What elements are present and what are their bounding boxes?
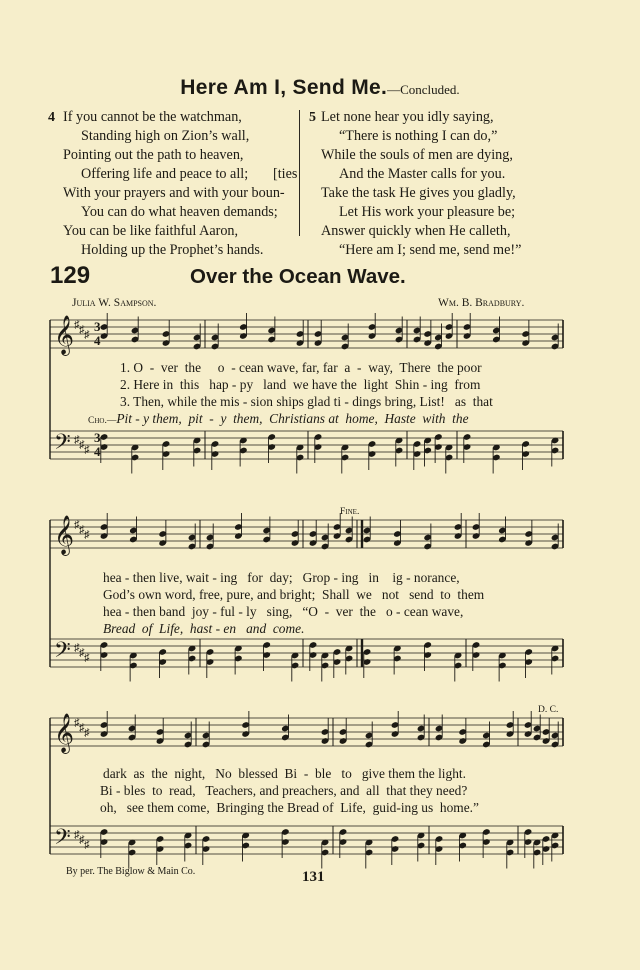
time-signature-bottom: 4 [94,444,101,459]
sharp-sign: ♯ [74,829,80,841]
sharp-sign: ♯ [79,439,85,451]
sharp-sign: ♯ [84,839,90,851]
dc-marking: D. C. [538,705,559,715]
author-credit: Julia W. Sampson. [72,297,157,309]
chorus-text-1: Pit - y them, pit - y them, Christians at home, Haste with the [116,411,469,426]
stanza-4-line: You can be like faithful Aaron, [63,223,239,239]
stanza-5-number: 5 [309,110,316,125]
sharp-sign: ♯ [74,642,80,654]
fine-marking: Fine. [340,507,360,517]
system3-verse3: oh, see them come, Bringing the Bread of Life, guid-ing us home.” [100,800,479,815]
stanza-5-line: And the Master calls for you. [339,166,506,182]
stanza-4-number: 4 [48,110,55,125]
hymn-number: 129 [50,262,91,289]
system1-verse3: 3. Then, while the mis - sion ships glad ti - dings bring, List! as that [120,394,493,409]
page-number: 131 [302,869,325,885]
sharp-sign: ♯ [79,524,85,536]
treble-clef: 𝄞 [54,315,75,355]
bass-clef: 𝄢 [54,638,71,668]
sharp-sign: ♯ [74,434,80,446]
chorus-line-2: Bread of Life, hast - en and come. [103,621,305,636]
chorus-label: Cho.— [88,416,117,426]
stanza-5-line: “There is nothing I can do,” [339,128,498,144]
stanza-4-line: Pointing out the path to heaven, [63,147,244,163]
stanza-4-line: If you cannot be the watchman, [63,109,242,125]
treble-clef: 𝄞 [54,515,75,555]
stanza-4-line: Offering life and peace to all; [81,166,249,182]
sharp-sign: ♯ [74,717,80,729]
sharp-sign: ♯ [84,529,90,541]
stanza-4-line: You can do what heaven demands; [81,204,278,220]
system3-verse1: dark as the night, No blessed Bi - ble to give them the light. [103,766,466,781]
sharp-sign: ♯ [84,444,90,456]
chorus-line-1 [88,409,469,431]
sharp-sign: ♯ [74,519,80,531]
stanza-5-line: While the souls of men are dying, [321,147,513,163]
time-signature-top: 3 [94,319,101,334]
sharp-sign: ♯ [79,647,85,659]
stanza-5-line: Let none hear you idly saying, [321,109,494,125]
stanza-4-line: Standing high on Zion’s wall, [81,128,250,144]
system1-verse2: 2. Here in this hap - py land we have the light Shin - ing from [120,377,481,392]
bass-clef: 𝄢 [54,430,71,460]
sharp-sign: ♯ [79,324,85,336]
stanza-5-line: Take the task He gives you gladly, [321,185,516,201]
sharp-sign: ♯ [84,329,90,341]
treble-clef: 𝄞 [54,713,75,753]
system1-verse1: 1. O - ver the o - cean wave, far, far a - way, There the poor [120,360,482,375]
composer-credit: Wm. B. Bradbury. [438,297,525,309]
system3-verse2: Bi - bles to read, Teachers, and preachers, and all that they need? [100,783,468,798]
sharp-sign: ♯ [74,319,80,331]
system2-verse2: God’s own word, free, pure, and bright; Shall we not send to them [103,587,485,602]
sharp-sign: ♯ [84,727,90,739]
time-signature-bottom: 4 [94,333,101,348]
system2-verse3: hea - then band joy - ful - ly sing, “O - ver the o - cean wave, [103,604,464,619]
stanza-4-carry: [ties [273,166,298,182]
system2-verse1: hea - then live, wait - ing for day; Grop - ing in ig - norance, [103,570,460,585]
stanza-4-line: Holding up the Prophet’s hands. [81,242,264,258]
bass-clef: 𝄢 [54,825,71,855]
stanza-5-line: “Here am I; send me, send me!” [339,242,522,258]
sharp-sign: ♯ [84,652,90,664]
concluded-hymn-title-main: Here Am I, Send Me. [180,76,388,99]
sharp-sign: ♯ [79,722,85,734]
concluded-label: —Concluded. [387,82,460,97]
hymn-title: Over the Ocean Wave. [190,265,406,288]
stanza-5-line: Let His work your pleasure be; [339,204,516,220]
sharp-sign: ♯ [79,834,85,846]
stanza-5-line: Answer quickly when He calleth, [321,223,511,239]
permission-note: By per. The Biglow & Main Co. [66,866,196,877]
time-signature-top: 3 [94,430,101,445]
stanza-4-line: With your prayers and with your boun- [63,185,285,201]
